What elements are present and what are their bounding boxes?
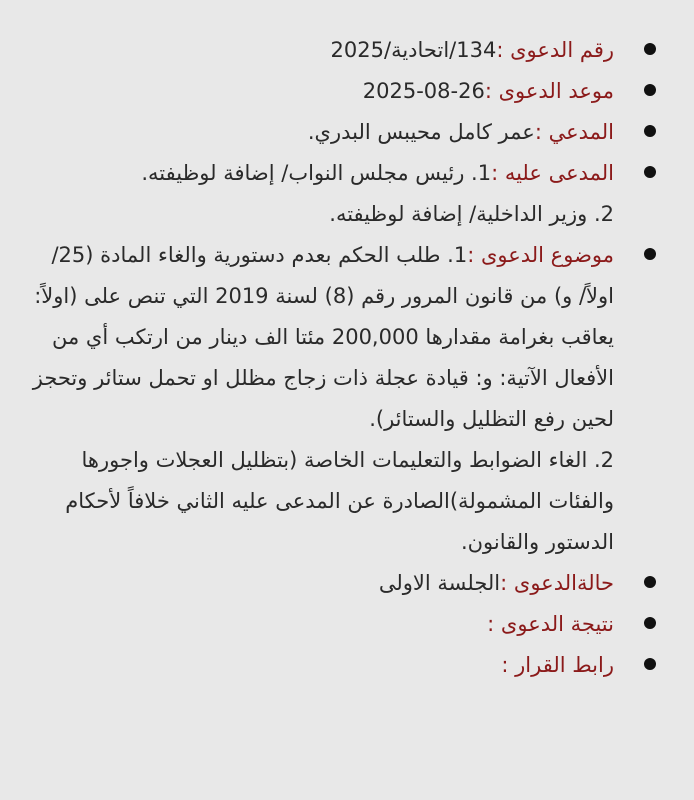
case-status-label: حالةالدعوى : [500,571,614,595]
case-number-item [14,30,676,71]
defendant-label: المدعى عليه : [491,161,614,185]
case-date-item [14,71,676,112]
case-number-value: 134/اتحادية/2025 [330,38,497,62]
defendant-value-2: 2. وزير الداخلية/ إضافة لوظيفته. [329,202,614,226]
plaintiff-item [14,112,676,153]
case-date-label: موعد الدعوى : [484,79,614,103]
case-number-label: رقم الدعوى : [496,38,614,62]
case-date-value: 26-08-2025 [362,79,485,103]
bullet-icon [644,125,656,137]
case-status-item [14,563,676,604]
bullet-icon [644,617,656,629]
bullet-icon [644,43,656,55]
bullet-icon [644,576,656,588]
plaintiff-value: عمر كامل محيبس البدري. [307,120,535,144]
defendant-item [14,153,676,235]
subject-part-2: 2. الغاء الضوابط والتعليمات الخاصة (بتظليل العجلات واجورها والفئات المشمولة)الصادرة عن المدعى عليه الثاني خلافاً لأحكام الدستور والقانون. [65,448,614,554]
case-status-value: الجلسة الاولى [378,571,501,595]
subject-part-1: 1. طلب الحكم بعدم دستورية والغاء المادة (25/ اولاً/ و) من قانون المرور رقم (8) لسنة 2019 التي تنص على (اولاً: يعاقب بغرامة مقدارها 200,000 مئتا الف دينار من ارتكب أي من الأفعال الآتية: و: قيادة عجلة ذات زجاج مظلل او تحمل ستائر وتحجز لحين رفع التظليل والستائر). [32,243,614,431]
case-details-list [14,30,676,686]
plaintiff-label: المدعي : [534,120,614,144]
subject-label: موضوع الدعوى : [467,243,614,267]
case-result-item [14,604,676,645]
decision-link-item [14,645,676,686]
case-result-label: نتيجة الدعوى : [487,612,614,636]
bullet-icon [644,84,656,96]
defendant-value-1: 1. رئيس مجلس النواب/ إضافة لوظيفته. [141,161,492,185]
decision-link-label: رابط القرار : [501,653,614,677]
subject-item [14,235,676,563]
bullet-icon [644,166,656,178]
bullet-icon [644,248,656,260]
bullet-icon [644,658,656,670]
